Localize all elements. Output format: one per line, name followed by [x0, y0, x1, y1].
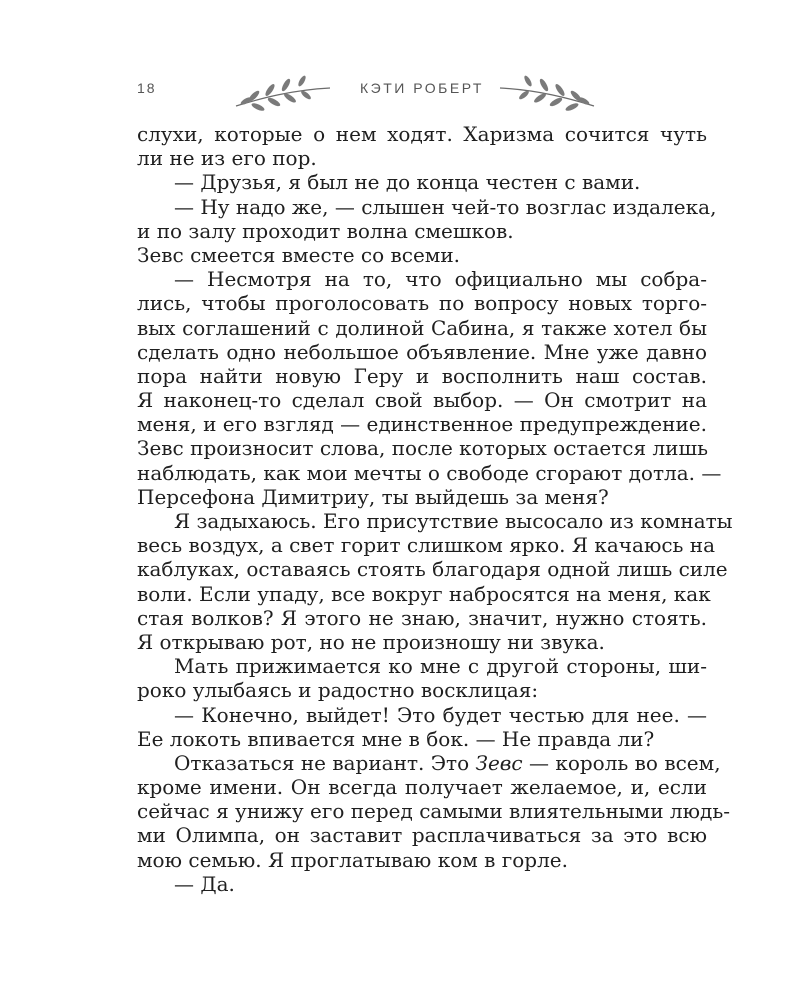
text-line: мою семью. Я проглатываю ком в горле. [137, 847, 568, 872]
text-line: Я задыхаюсь. Его присутствие высосало из комнаты [174, 509, 733, 533]
text-line: каблуках, оставаясь стоять благодаря одной лишь силе [137, 557, 728, 582]
text-line: пора найти новую Геру и восполнить наш состав. [137, 363, 707, 388]
text-line: ли не из его пор. [137, 146, 317, 171]
text-line: Персефона Димитриу, ты выйдешь за меня? [137, 484, 609, 509]
text-line: кроме имени. Он всегда получает желаемое, и, если [137, 775, 707, 800]
text-line: Я открываю рот, но не произношу ни звука. [137, 629, 605, 654]
text-line: Мать прижимается ко мне с другой стороны, ши- [174, 654, 707, 679]
body-text [137, 122, 733, 896]
text-line: меня, и его взгляд — единственное предупреждение. [137, 412, 707, 437]
page-header [0, 68, 800, 112]
text-line: воли. Если упаду, все вокруг набросятся на меня, как [137, 581, 711, 606]
text-line: Зевс произносит слова, после которых остается лишь [137, 436, 708, 461]
text-line [137, 750, 721, 775]
text-line: сейчас я унижу его перед самыми влиятельными людь- [137, 799, 731, 824]
text-segment: — король во всем, [522, 750, 721, 775]
text-line: — Да. [174, 871, 235, 896]
text-segment: Отказаться не вариант. Это [174, 750, 476, 775]
text-line: весь воздух, а свет горит слишком ярко. Я качаюсь на [137, 533, 716, 558]
text-line: стая волков? Я этого не знаю, значит, нужно стоять. [137, 605, 707, 630]
text-line: сделать одно небольшое объявление. Мне уже давно [137, 339, 707, 364]
text-line: — Ну надо же, — слышен чей-то возглас издалека, [174, 194, 717, 219]
text-line: — Конечно, выйдет! Это будет честью для нее. — [174, 702, 707, 727]
text-line: Зевс смеется вместе со всеми. [137, 242, 461, 267]
page-number: 18 [137, 80, 157, 96]
text-line: Я наконец-то сделал свой выбор. — Он смотрит на [137, 388, 707, 413]
text-line: — Несмотря на то, что официально мы собра- [174, 267, 707, 292]
text-line: роко улыбаясь и радостно восклицая: [137, 678, 539, 703]
running-head: КЭТИ РОБЕРТ [360, 80, 484, 96]
emphasized-word: Зевс [475, 750, 523, 775]
text-line: лись, чтобы проголосовать по вопросу новых торго- [137, 291, 707, 316]
text-line: ми Олимпа, он заставит расплачиваться за это всю [137, 823, 707, 848]
leaf-branch-icon [232, 68, 332, 112]
text-line: и по залу проходит волна смешков. [137, 218, 514, 243]
text-line: слухи, которые о нем ходят. Харизма сочится чуть [137, 122, 707, 146]
leaf-branch-icon [498, 68, 598, 112]
text-line: — Друзья, я был не до конца честен с вами. [174, 170, 641, 195]
text-line: вых соглашений с долиной Сабина, я также хотел бы [137, 315, 707, 340]
text-line: Ее локоть впивается мне в бок. — Не правда ли? [137, 726, 655, 751]
text-line: наблюдать, как мои мечты о свободе сгорают дотла. — [137, 460, 722, 485]
